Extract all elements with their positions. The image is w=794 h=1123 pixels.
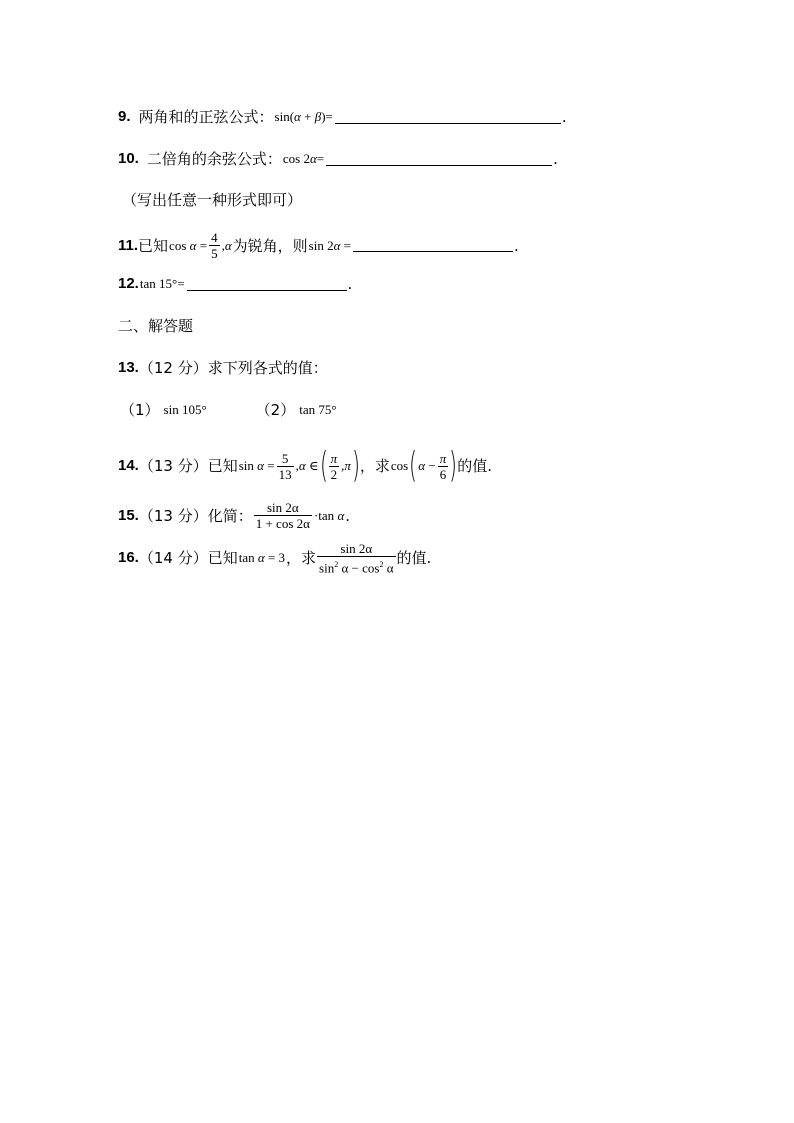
answer-blank — [353, 239, 513, 252]
question-number: 11. — [118, 236, 139, 254]
question-13-parts — [120, 400, 338, 420]
formula: sin 2α = — [308, 237, 351, 253]
question-number: 14. — [118, 457, 139, 474]
question-number: 13. — [118, 359, 139, 376]
question-number: 10. — [118, 150, 139, 167]
period: . — [553, 150, 558, 168]
question-number: 15. — [118, 506, 139, 524]
fraction: $\frac{5}{13}$ — [278, 450, 292, 482]
formula: tan 15°= — [139, 276, 185, 291]
question-text: 已知 — [138, 236, 169, 255]
right-paren: ) — [352, 445, 360, 486]
note-text: （写出任意一种形式即可） — [122, 191, 303, 209]
question-text: （12 分）求下列各式的值： — [138, 359, 328, 377]
fraction: $\frac{\sin 2\alpha}{\sin^2 \alpha - \cos^2 \alpha}$ — [319, 541, 394, 576]
question-text: （13 分）已知 — [138, 457, 238, 475]
period: . — [347, 275, 353, 293]
fraction: $\frac{\pi}{2}$ — [330, 450, 338, 482]
answer-blank — [326, 153, 552, 166]
formula: tan α = 3 — [238, 550, 286, 566]
period: . — [561, 108, 567, 126]
period: . — [514, 236, 519, 255]
left-paren: ( — [409, 445, 418, 486]
question-number: 16. — [118, 549, 139, 567]
formula: cos 2α= — [282, 151, 325, 166]
part-1-label: （1） — [120, 401, 160, 419]
left-paren: ( — [319, 445, 328, 486]
question-number: 12. — [118, 275, 139, 292]
question-number: 9. — [118, 108, 131, 125]
question-12 — [118, 274, 352, 294]
question-text: 为锐角，则 — [232, 236, 308, 255]
question-10 — [118, 149, 558, 169]
part-2-label: （2） — [255, 401, 296, 419]
part-2-formula: tan 75° — [299, 402, 337, 417]
question-text: ，求 — [286, 549, 317, 568]
formula: sin α = — [238, 458, 275, 473]
answer-blank — [335, 111, 561, 124]
fraction: $\frac{\pi}{6}$ — [439, 450, 447, 482]
right-paren: ) — [449, 445, 458, 486]
period: . — [345, 506, 351, 525]
question-text: ，求 — [359, 457, 390, 475]
formula: sin(α + β)= — [274, 109, 333, 124]
question-text: （14 分）已知 — [138, 549, 238, 568]
question-11: 11. 已知 cos α = $\frac{4}{5}$ ,α 为锐角，则 sin 2α = . — [118, 230, 519, 261]
question-13 — [118, 358, 328, 378]
part-1-formula: sin 105° — [163, 402, 207, 417]
fraction: $\frac{\sin 2\alpha}{1 + \cos 2\alpha}$ — [255, 500, 310, 531]
question-text: （13 分）化简： — [138, 506, 253, 525]
question-14: 14. （13 分）已知 sin α = $\frac{5}{13}$ ,α ∈ ( $\frac{\pi}{2}$ ,π ) ，求 cos ( α − $\frac{\pi}{6}$ ) 的值. — [118, 445, 493, 486]
answer-blank — [187, 278, 347, 291]
question-16 — [118, 541, 431, 575]
formula: cos α = — [169, 237, 208, 253]
question-text: 的值. — [396, 549, 432, 568]
question-9 — [118, 107, 567, 127]
fraction: $\frac{4}{5}$ — [211, 230, 218, 261]
formula: cos — [390, 458, 409, 473]
question-text: 的值. — [457, 457, 493, 475]
question-15: 15. （13 分）化简： $\frac{\sin 2\alpha}{1 + \cos 2\alpha}$ ·tan α . — [118, 500, 351, 531]
question-text: 两角和的正弦公式： — [138, 108, 274, 126]
question-text: 二倍角的余弦公式： — [146, 150, 282, 168]
section-heading: 二、解答题 — [118, 317, 194, 335]
